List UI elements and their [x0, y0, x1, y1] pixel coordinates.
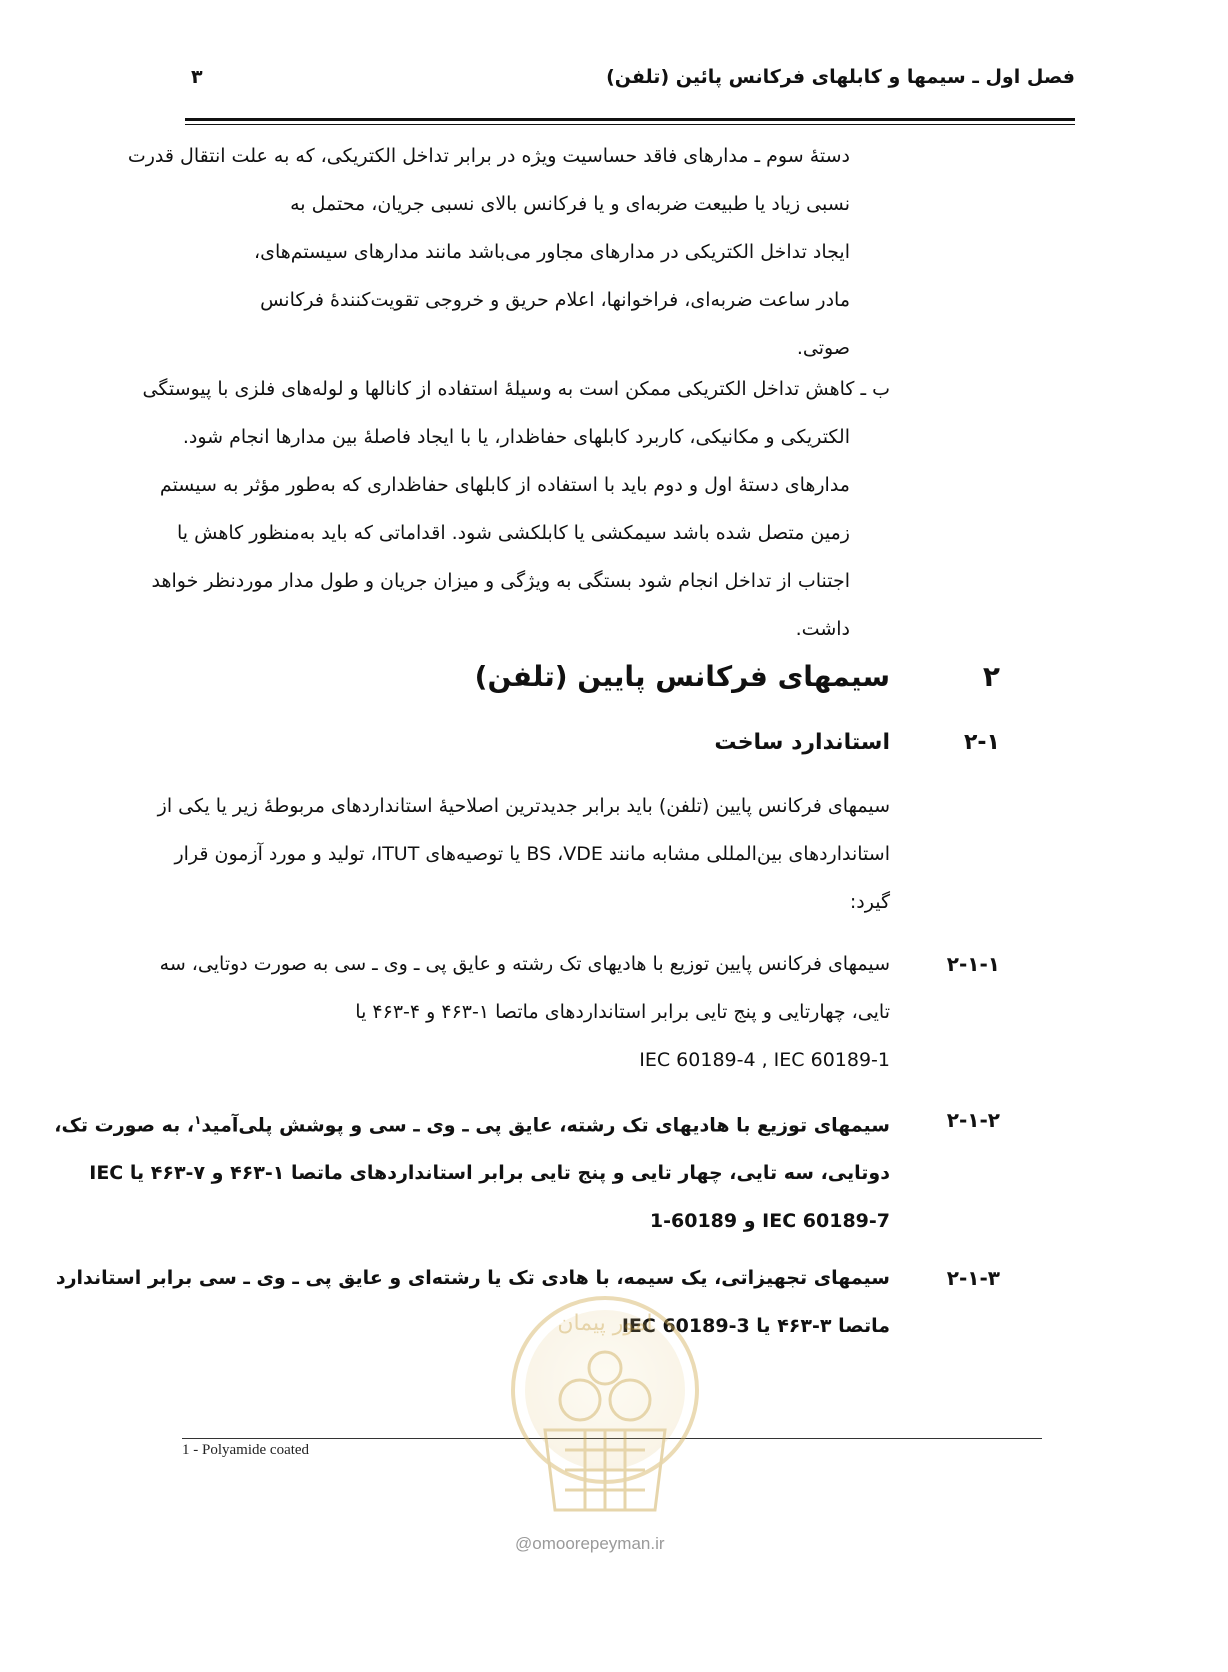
section-number: ۲ — [982, 660, 1000, 693]
text-line: ایجاد تداخل الکتریکی در مدارهای مجاور می‌باشد مانند مدارهای سیستم‌های، — [253, 241, 850, 263]
text-line: مادر ساعت ضربه‌ای، فراخوانها، اعلام حریق و خروجی تقویت‌کنندهٔ فرکانس — [260, 289, 850, 311]
watermark-logo — [505, 1290, 705, 1560]
text-line: IEC 60189-7 و 60189-1 — [649, 1210, 890, 1233]
text-line: اجتناب از تداخل انجام شود بستگی به ویژگی و میزان جریان و طول مدار موردنظر خواهد — [151, 570, 850, 592]
item-number: ۲-۱-۳ — [946, 1266, 1000, 1290]
paragraph-b — [142, 365, 890, 653]
subsection-number: ۲-۱ — [964, 730, 1000, 755]
intro-paragraph — [157, 782, 890, 926]
chapter-title: فصل اول ـ سیمها و کابلهای فرکانس پائین (تلفن) — [606, 66, 1075, 88]
item-number: ۲-۱-۲ — [946, 1108, 1000, 1132]
text-fragment: سیمهای توزیع با هادیهای تک رشته، عایق پی ـ وی ـ سی و پوشش پلی‌آمید — [201, 1114, 890, 1137]
text-line: صوتی. — [796, 337, 850, 359]
item-2-1-2-text — [54, 1096, 890, 1245]
item-2-1-1-text — [159, 940, 890, 1084]
text-line — [54, 1096, 890, 1149]
section-heading: سیمهای فرکانس پایین (تلفن) — [474, 660, 890, 693]
text-line: دوتایی، سه تایی، چهار تایی و پنج تایی برابر استانداردهای ماتصا ۱-۴۶۳ و ۷-۴۶۳ یا IEC — [89, 1162, 890, 1185]
text-line: نسبی زیاد یا طبیعت ضربه‌ای و یا فرکانس بالای نسبی جریان، محتمل به — [290, 193, 850, 215]
page-number: ۳ — [191, 66, 203, 88]
running-header — [185, 60, 1075, 104]
text-line: ماتصا ۳-۴۶۳ یا IEC 60189-3 — [621, 1315, 890, 1337]
paragraph-group-three — [127, 132, 850, 372]
text-line: سیمهای فرکانس پایین (تلفن) باید برابر جدیدترین اصلاحیهٔ استانداردهای مربوطهٔ زیر یا یکی از — [157, 795, 890, 817]
text-line: مدارهای دستهٔ اول و دوم باید با استفاده از کابلهای حفاظداری که به‌طور مؤثر به سیستم — [159, 474, 850, 496]
header-rule-thin — [185, 124, 1075, 125]
text-line: گیرد: — [849, 891, 890, 913]
watermark-logo-text: امور پیمان — [557, 1311, 653, 1336]
text-line: الکتریکی و مکانیکی، کاربرد کابلهای حفاظدار، یا با ایجاد فاصلهٔ بین مدارها انجام شود. — [182, 426, 850, 448]
item-number: ۲-۱-۱ — [946, 952, 1000, 976]
footnote-marker[interactable]: ۱ — [194, 1113, 202, 1127]
footnote: 1 - Polyamide coated — [182, 1442, 310, 1458]
text-fragment: ، به صورت تک، — [54, 1114, 195, 1137]
text-line: سیمهای فرکانس پایین توزیع با هادیهای تک رشته و عایق پی ـ وی ـ سی به صورت دوتایی، سه — [159, 953, 890, 975]
text-line: داشت. — [795, 618, 850, 640]
text-line: IEC 60189-4 , IEC 60189-1 — [639, 1049, 890, 1071]
watermark-site: @omoorepeyman.ir — [515, 1534, 665, 1553]
text-line: زمین متصل شده باشد سیمکشی یا کابلکشی شود. اقداماتی که باید به‌منظور کاهش یا — [177, 522, 850, 544]
text-line: ب ـ کاهش تداخل الکتریکی ممکن است به وسیلهٔ استفاده از کانالها و لوله‌های فلزی با پیوستگی — [142, 378, 890, 400]
header-rule-thick — [185, 118, 1075, 121]
text-line: تایی، چهارتایی و پنج تایی برابر استانداردهای ماتصا ۱-۴۶۳ و ۴-۴۶۳ یا — [355, 1001, 890, 1023]
text-line: سیمهای تجهیزاتی، یک سیمه، با هادی تک یا رشته‌ای و عایق پی ـ وی ـ سی برابر استاندارد — [55, 1267, 890, 1289]
subsection-heading: استاندارد ساخت — [714, 730, 890, 755]
text-line: استانداردهای بین‌المللی مشابه مانند BS ،VDE یا توصیه‌های ITUT، تولید و مورد آزمون قرار — [174, 843, 890, 865]
text-line: دستهٔ سوم ـ مدارهای فاقد حساسیت ویژه در برابر تداخل الکتریکی، که به علت انتقال قدرت — [127, 145, 850, 167]
